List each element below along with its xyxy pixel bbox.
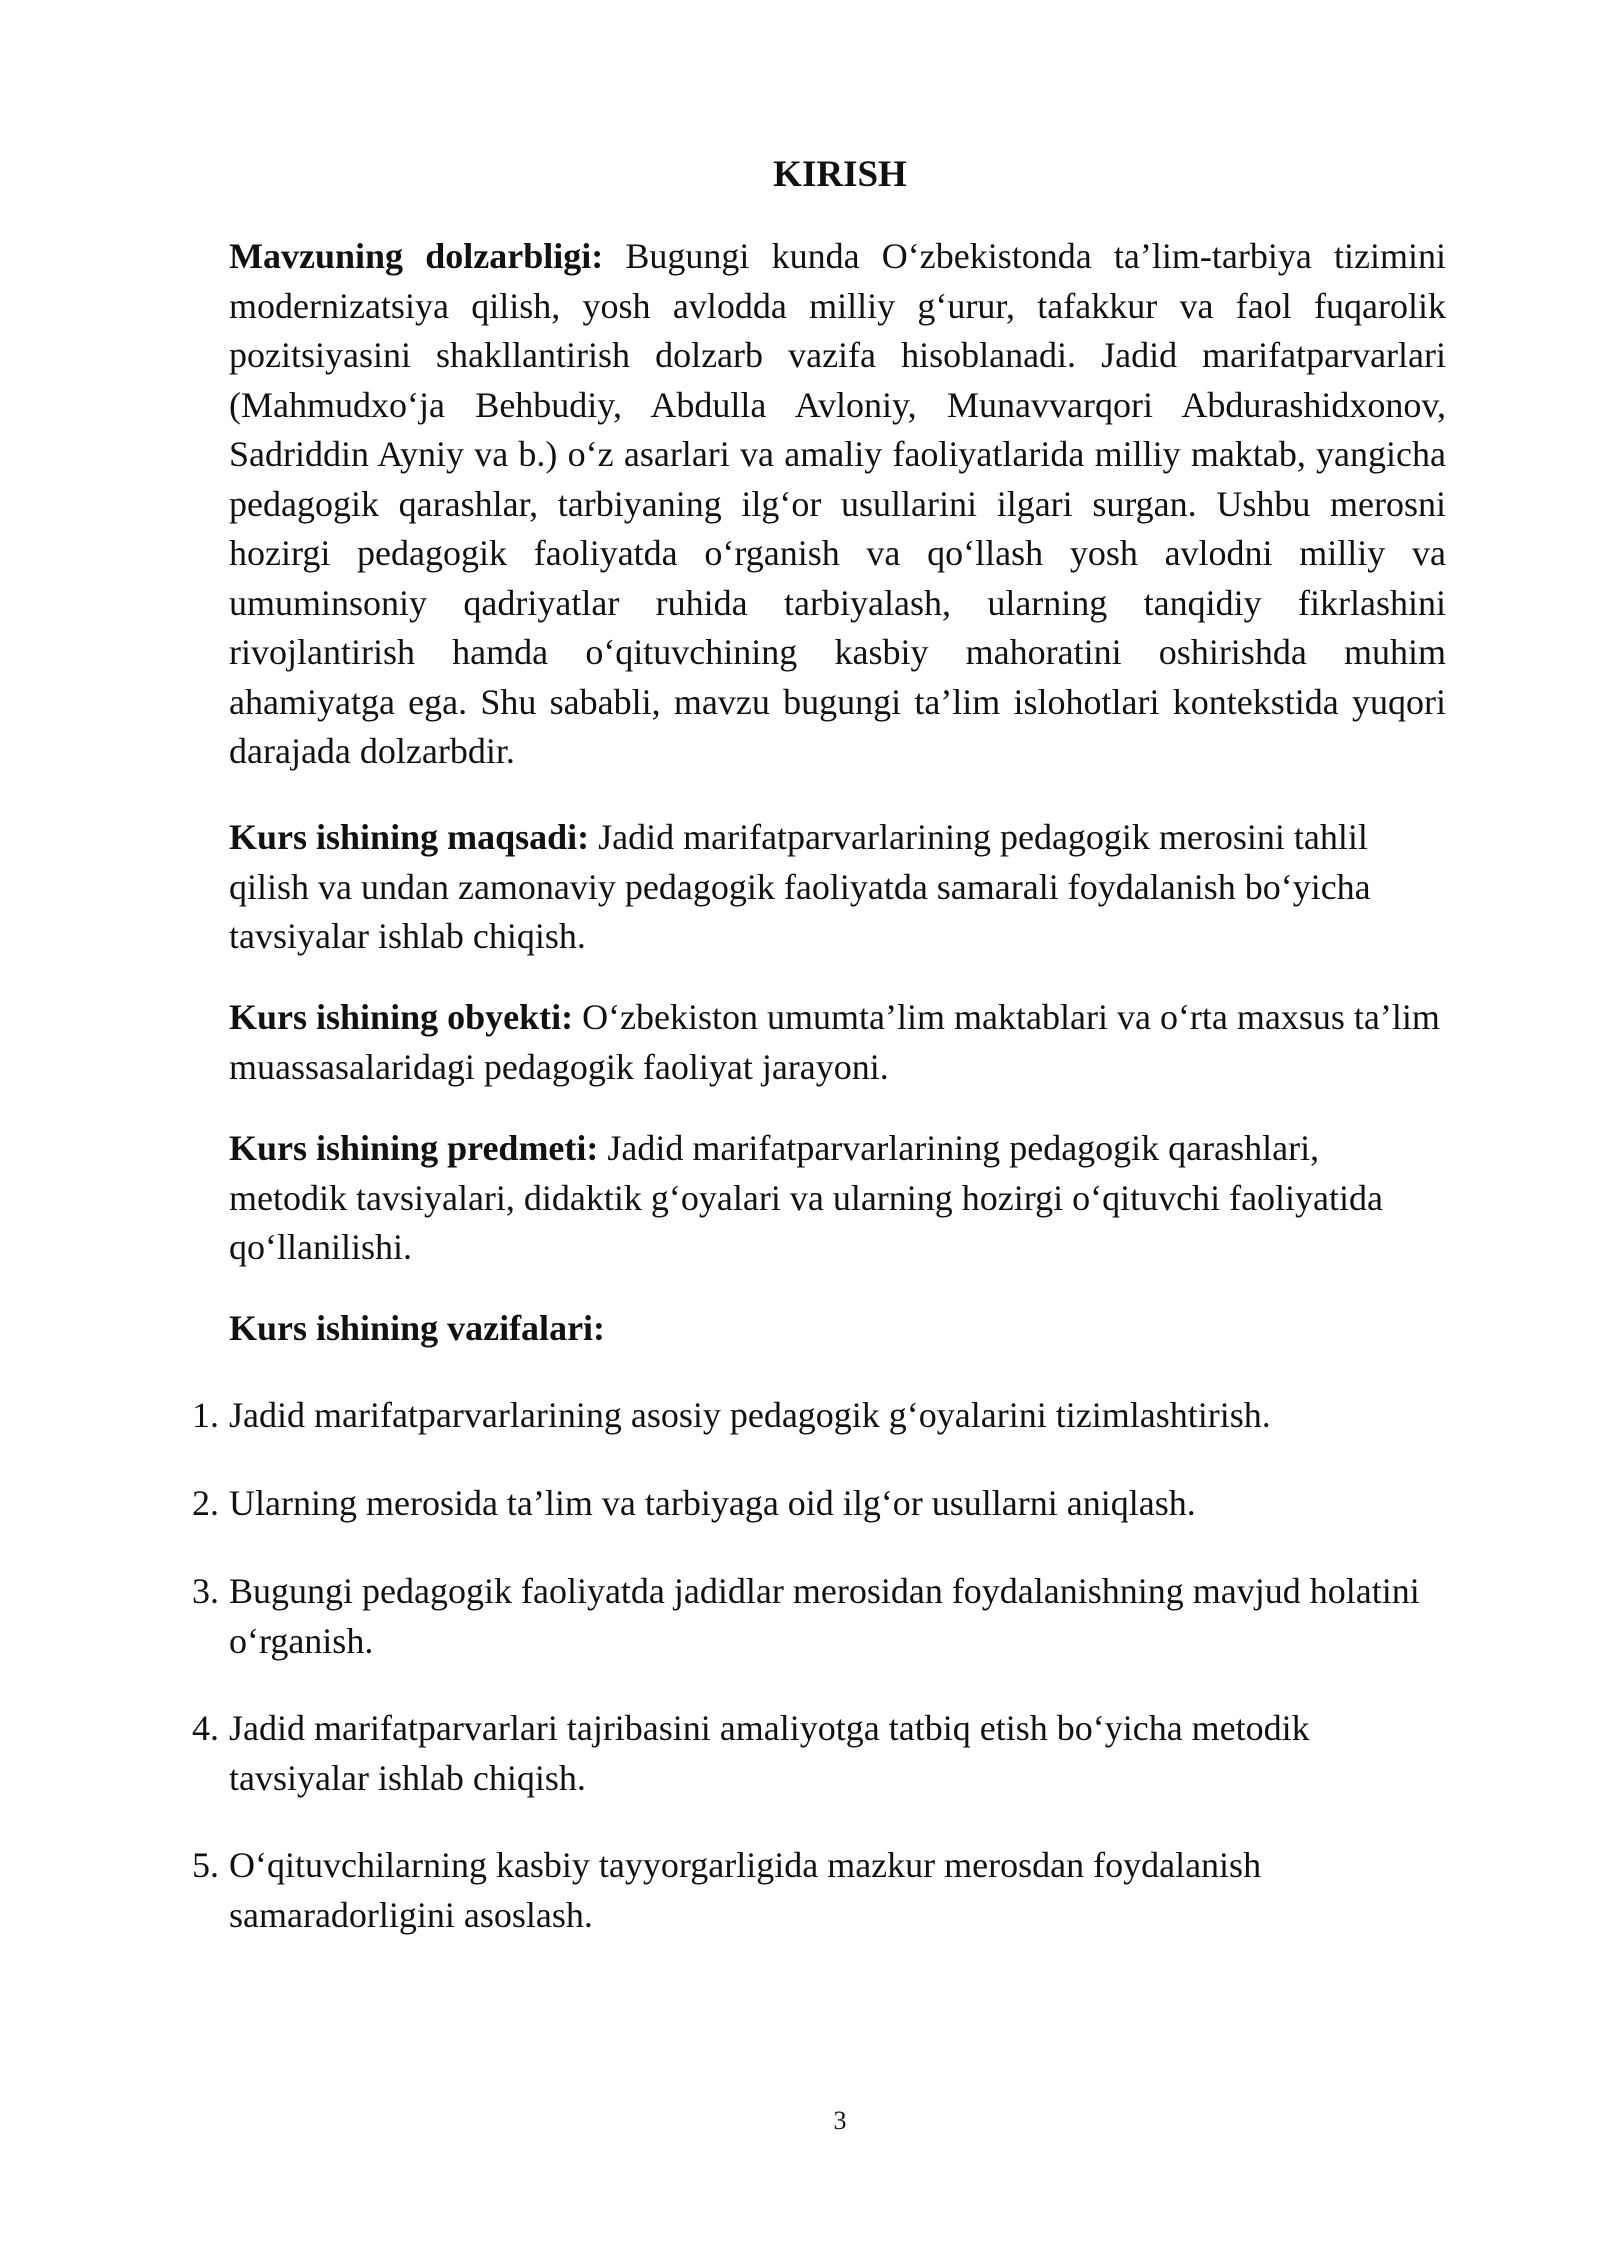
relevance-paragraph bbox=[229, 232, 1446, 777]
subject-heading: Kurs ishining predmeti: bbox=[229, 1128, 599, 1168]
list-item-text: O‘qituvchilarning kasbiy tayyorgarligida mazkur merosdan foydalanish samaradorligini asoslash. bbox=[229, 1845, 1262, 1935]
tasks-heading: Kurs ishining vazifalari: bbox=[229, 1308, 606, 1348]
subject-paragraph bbox=[229, 1124, 1446, 1273]
list-item bbox=[192, 1567, 1446, 1666]
list-item-number: 3. bbox=[192, 1571, 219, 1611]
list-item bbox=[192, 1479, 1446, 1529]
list-item-number: 4. bbox=[192, 1708, 219, 1748]
list-item bbox=[192, 1704, 1446, 1803]
object-heading: Kurs ishining obyekti: bbox=[229, 997, 574, 1037]
goal-paragraph bbox=[229, 813, 1446, 962]
list-item-text: Jadid marifatparvarlari tajribasini amaliyotga tatbiq etish bo‘yicha metodik tavsiyalar ishlab chiqish. bbox=[229, 1708, 1310, 1798]
list-item-number: 2. bbox=[192, 1483, 219, 1523]
list-item-number: 5. bbox=[192, 1845, 219, 1885]
object-paragraph bbox=[229, 993, 1446, 1092]
goal-heading: Kurs ishining maqsadi: bbox=[229, 817, 590, 857]
page-number: 3 bbox=[833, 2106, 847, 2135]
list-item-text: Bugungi pedagogik faoliyatda jadidlar merosidan foydalanishning mavjud holatini o‘rganish. bbox=[229, 1571, 1420, 1661]
list-item-text: Jadid marifatparvarlarining asosiy pedagogik g‘oyalarini tizimlashtirish. bbox=[229, 1395, 1271, 1435]
list-item-text: Ularning merosida ta’lim va tarbiyaga oid ilg‘or usullarni aniqlash. bbox=[229, 1483, 1196, 1523]
list-item-number: 1. bbox=[192, 1395, 219, 1435]
relevance-text: Bugungi kunda O‘zbekistonda ta’lim-tarbiya tizimini modernizatsiya qilish, yosh avlodda milliy g‘urur, tafakkur va faol fuqarolik pozitsiyasini shakllantirish dolzarb vazifa hisoblanadi. Jadid marifatparvarlari (Mahmudxo‘ja Behbudiy, Abdulla Avloniy, Munavvarqori Abdurashidxonov, Sadriddin Ayniy va b.) o‘z asarlari va amaliy faoliyatlarida milliy maktab, yangicha pedagogik qarashlar, tarbiyaning ilg‘or usullarini ilgari surgan. Ushbu merosni hozirgi pedagogik faoliyatda o‘rganish va qo‘llash yosh avlodni milliy va umuminsoniy qadriyatlar ruhida tarbiyalash, ularning tanqidiy fikrlashini rivojlantirish hamda o‘qituvchining kasbiy mahoratini oshirishda muhim ahamiyatga ega. Shu sababli, mavzu bugungi ta’lim islohotlari kontekstida yuqori darajada dolzarbdir. bbox=[229, 236, 1446, 771]
page-title: KIRISH bbox=[773, 154, 907, 195]
list-item bbox=[192, 1841, 1446, 1940]
relevance-heading: Mavzuning dolzarbligi: bbox=[229, 236, 604, 276]
list-item bbox=[192, 1391, 1446, 1441]
goal-text: Jadid marifatparvarlarining pedagogik merosini tahlil qilish va undan zamonaviy pedagogik faoliyatda samarali foydalanish bo‘yicha tavsiyalar ishlab chiqish. bbox=[229, 817, 1371, 956]
object-text: O‘zbekiston umumta’lim maktablari va o‘rta maxsus ta’lim muassasalaridagi pedagogik faoliyat jarayoni. bbox=[229, 997, 1440, 1087]
subject-text: Jadid marifatparvarlarining pedagogik qarashlari, metodik tavsiyalari, didaktik g‘oyalari va ularning hozirgi o‘qituvchi faoliyatida qo‘llanilishi. bbox=[229, 1128, 1384, 1267]
